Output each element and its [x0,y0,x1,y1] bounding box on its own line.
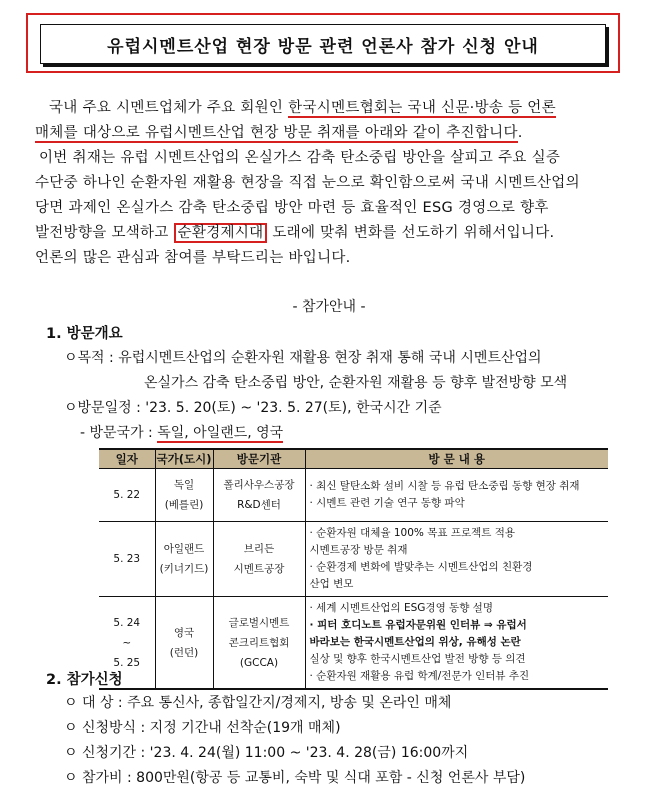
row-content: · 세계 시멘트산업의 ESG경영 동향 설명 · 피터 호디노트 유럽자문위원 인터뷰 ⇒ 유럽서 바라보는 한국시멘트산업의 위상, 유해성 논란 실상 및 향후 한국시멘트산업 발전 방향 등 의견 · 순환자원 재활용 유럽 학계/전문가 인터뷰 추진 [305,597,608,690]
intro-paragraph-2 [35,146,633,271]
header-content: 방 문 내 용 [305,449,608,469]
purpose-line-2: 온실가스 감축 탄소중립 방안, 순환자원 재활용 등 향후 발전방향 모색 [144,375,568,391]
section2-heading: 2. 참가신청 [46,672,123,688]
visit-schedule-table [99,448,608,690]
participation-heading: - 참가안내 - [292,299,366,315]
countries-value: 독일, 아일랜드, 영국 [157,425,284,441]
intro-line-1b-underlined: 한국시멘트협회는 국내 신문·방송 등 언론 [288,100,556,116]
row-content: · 최신 탈탄소화 설비 시찰 등 유럽 탄소중립 동향 현장 취재 · 시멘트 관련 기술 연구 동향 파악 [305,469,608,522]
participation-fee-item: ㅇ 참가비 : 800만원(항공 등 교통비, 숙박 및 식대 포함 - 신청 언론사 부담) [64,770,526,786]
intro-p3: 언론의 많은 관심과 참여를 부탁드리는 바입니다. [35,250,351,266]
intro-line-2-underlined: 매체를 대상으로 유럽시멘트산업 현장 방문 취재를 아래와 같이 추진합니다 [35,125,518,141]
row-content: · 순환자원 대체율 100% 목표 프로젝트 적용 시멘트공장 방문 취재 · 순환경제 변화에 발맞추는 시멘트산업의 친환경 산업 변모 [305,522,608,597]
visit-countries [80,422,283,442]
purpose-label: ㅇ목적 : [64,350,119,366]
row-country: 독일 (베를린) [155,469,213,522]
row-date: 5. 24 ~ 5. 25 [99,597,155,690]
application-method-item: ㅇ 신청방식 : 지정 기간내 선착순(19개 매체) [64,720,341,736]
intro-line-1a: 국내 주요 시멘트업체가 주요 회원인 [49,100,289,116]
row-organization: 브리든 시멘트공장 [213,522,305,597]
table-row [99,522,608,597]
purpose-text-1: 유럽시멘트산업의 순환자원 재활용 현장 취재 통해 국내 시멘트산업의 [118,350,542,366]
row-country: 영국 (런던) [155,597,213,690]
visit-schedule: ㅇ방문일정 : '23. 5. 20(토) ~ '23. 5. 27(토), 한국시간 기준 [64,400,442,416]
table-header-row [99,449,608,469]
countries-label: - 방문국가 : [80,425,158,441]
intro-p2-line: 이번 취재는 유럽 시멘트산업의 온실가스 감축 탄소중립 방안을 살피고 주요 실증 [39,150,561,166]
intro-p2-last-pre: 발전방향을 모색하고 [35,225,174,241]
header-country: 국가(도시) [155,449,213,469]
section1-heading: 1. 방문개요 [46,326,123,342]
application-period-item: ㅇ 신청기간 : '23. 4. 24(월) 11:00 ~ '23. 4. 28(금) 16:00까지 [64,745,469,761]
document-title: 유럽시멘트산업 현장 방문 관련 언론사 참가 신청 안내 [40,24,606,64]
row-organization: 글로벌시멘트 콘크리트협회 (GCCA) [213,597,305,690]
intro-p2-last-post: 도래에 맞춰 변화를 선도하기 위해서입니다. [267,225,555,241]
header-date: 일자 [99,449,155,469]
intro-p2-line: 당면 과제인 온실가스 감축 탄소중립 방안 마련 등 효율적인 ESG 경영으로 향후 [35,200,549,216]
intro-line-2-end: . [517,125,523,141]
row-date: 5. 23 [99,522,155,597]
table-row [99,469,608,522]
row-date: 5. 22 [99,469,155,522]
target-item: ㅇ 대 상 : 주요 통신사, 종합일간지/경제지, 방송 및 온라인 매체 [64,695,452,711]
intro-paragraph-1 [35,96,633,146]
row-country: 아일랜드 (키너기드) [155,522,213,597]
purpose-line-1 [64,347,542,367]
row-organization: 폴리사우스공장 R&D센터 [213,469,305,522]
header-organization: 방문기관 [213,449,305,469]
intro-p2-last-line [35,221,633,246]
table-row [99,597,608,690]
intro-p2-line: 수단중 하나인 순환자원 재활용 현장을 직접 눈으로 확인함으로써 국내 시멘트산업의 [35,175,580,191]
circular-economy-era-highlight: 순환경제시대 [174,223,268,243]
